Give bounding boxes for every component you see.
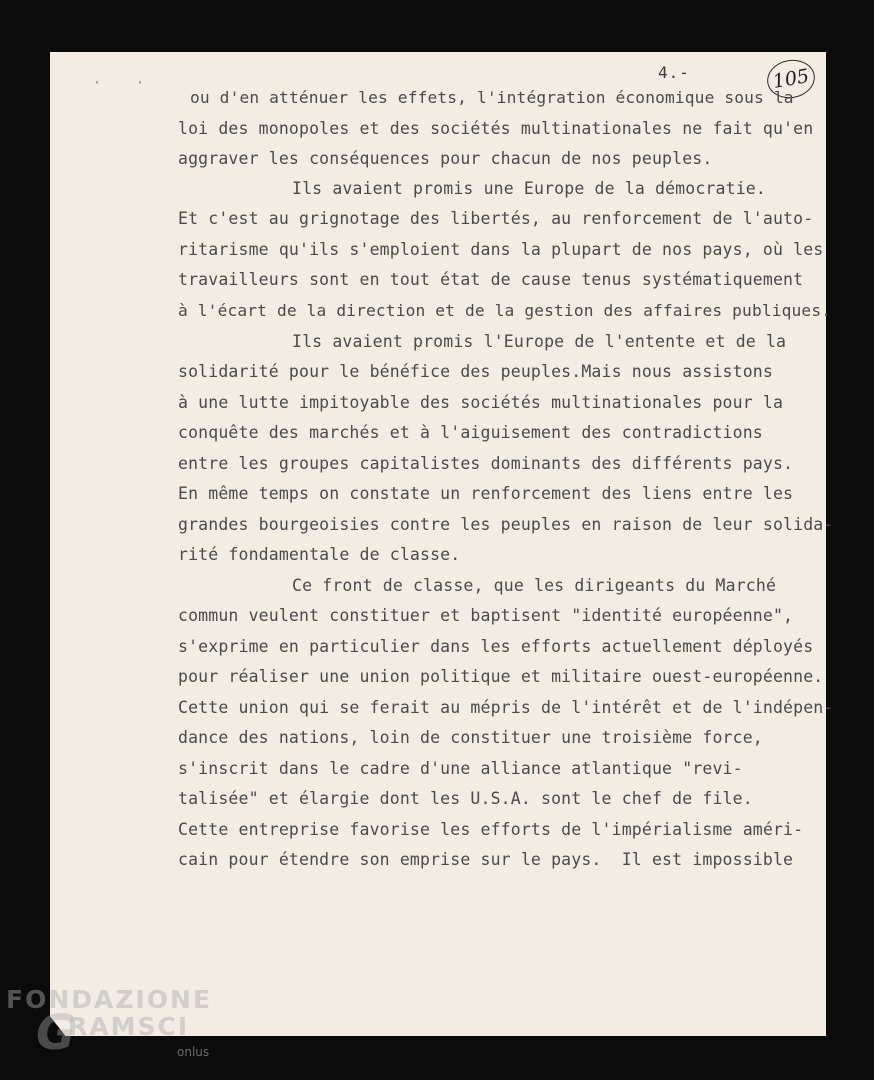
text-line: cain pour étendre son emprise sur le pays. Il est impossible [178,850,794,869]
watermark-fondazione: FONDAZIONE [6,985,213,1014]
text-line: Ils avaient promis l'Europe de l'entente et de la [292,332,787,351]
text-line: En même temps on constate un renforcement des liens entre les [178,484,794,503]
text-line: Ils avaient promis une Europe de la démocratie. [292,179,766,198]
text-line: loi des monopoles et des sociétés multinationales ne fait qu'en [178,119,814,138]
text-line: ou d'en atténuer les effets, l'intégration économique sous la [190,88,794,107]
text-line: Cette entreprise favorise les efforts de l'impérialisme améri- [178,820,804,839]
text-line: Ce front de classe, que les dirigeants du Marché [292,576,777,595]
text-line: Cette union qui se ferait au mépris de l'intérêt et de l'indépen- [178,698,834,717]
text-line: entre les groupes capitalistes dominants des différents pays. [178,454,794,473]
text-line: travailleurs sont en tout état de cause tenus systématiquement [178,270,804,289]
text-line: pour réaliser une union politique et militaire ouest-européenne. [178,667,824,686]
foundation-watermark [0,985,230,1080]
text-line: solidarité pour le bénéfice des peuples.Mais nous assistons [178,362,773,381]
watermark-g-logo: G [36,1005,76,1061]
text-line: Et c'est au grignotage des libertés, au renforcement de l'auto- [178,209,814,228]
margin-mark: ' [94,80,101,91]
text-line: commun veulent constituer et baptisent "identité européenne", [178,606,794,625]
text-line: grandes bourgeoisies contre les peuples en raison de leur solida- [178,515,834,534]
text-line: conquête des marchés et à l'aiguisement des contradictions [178,423,763,442]
document-page [50,52,826,1036]
text-line: s'inscrit dans le cadre d'une alliance atlantique "revi- [178,759,743,778]
text-line: à l'écart de la direction et de la gestion des affaires publiques. [178,301,832,320]
margin-mark: ' [137,80,144,91]
text-line: s'exprime en particulier dans les efforts actuellement déployés [178,637,814,656]
text-line: à une lutte impitoyable des sociétés multinationales pour la [178,393,784,412]
watermark-gramsci: RAMSCI [68,1012,190,1041]
text-line: ritarisme qu'ils s'emploient dans la plupart de nos pays, où les [178,240,824,259]
watermark-onlus: onlus [177,1045,210,1059]
text-line: rité fondamentale de classe. [178,545,461,564]
text-line: dance des nations, loin de constituer une troisième force, [178,728,763,747]
text-line: aggraver les conséquences pour chacun de nos peuples. [178,149,713,168]
text-line: talisée" et élargie dont les U.S.A. sont le chef de file. [178,789,753,808]
archive-stamp: 105 [764,56,818,102]
page-number: 4.- [658,63,690,82]
